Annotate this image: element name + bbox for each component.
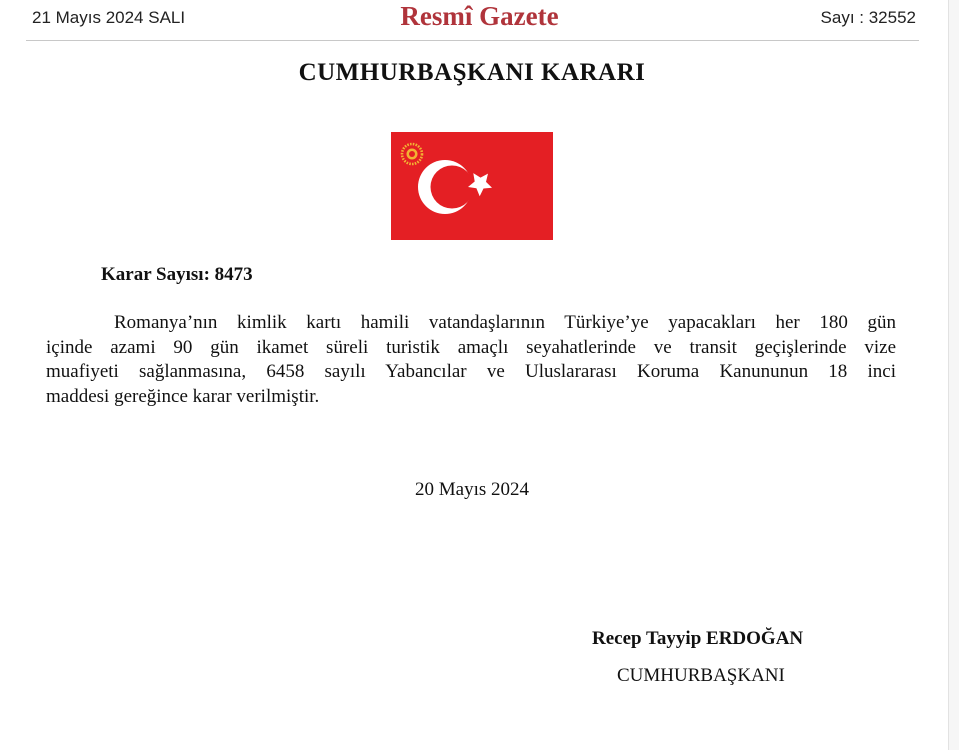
turkish-flag-svg bbox=[391, 132, 553, 240]
body-line: maddesi gereğince karar verilmiştir. bbox=[46, 385, 320, 407]
decision-date: 20 Mayıs 2024 bbox=[415, 479, 529, 500]
body-line: Romanya’nın kimlik kartı hamili vatandaşlarının Türkiye’ye yapacakları her 180 gün bbox=[114, 312, 896, 333]
page-edge-shade bbox=[949, 0, 959, 750]
gazette-masthead: Resmî Gazete bbox=[400, 1, 559, 31]
body-line: içinde azami 90 gün ikamet süreli turistik amaçlı seyahatlerinde ve transit geçişlerinde vize bbox=[46, 336, 896, 358]
signatory-title: CUMHURBAŞKANI bbox=[617, 665, 785, 686]
header-date: 21 Mayıs 2024 SALI bbox=[32, 8, 186, 27]
issue-number: Sayı : 32552 bbox=[820, 8, 916, 27]
body-line: muafiyeti sağlanmasına, 6458 sayılı Yabancılar ve Uluslararası Koruma Kanununun 18 inci bbox=[46, 361, 896, 382]
signatory-name: Recep Tayyip ERDOĞAN bbox=[592, 628, 804, 649]
decision-body bbox=[46, 311, 896, 409]
decision-title: CUMHURBAŞKANI KARARI bbox=[298, 59, 646, 86]
decision-number: Karar Sayısı: 8473 bbox=[101, 264, 253, 285]
header-divider bbox=[26, 40, 919, 41]
turkish-flag-icon bbox=[391, 132, 553, 240]
